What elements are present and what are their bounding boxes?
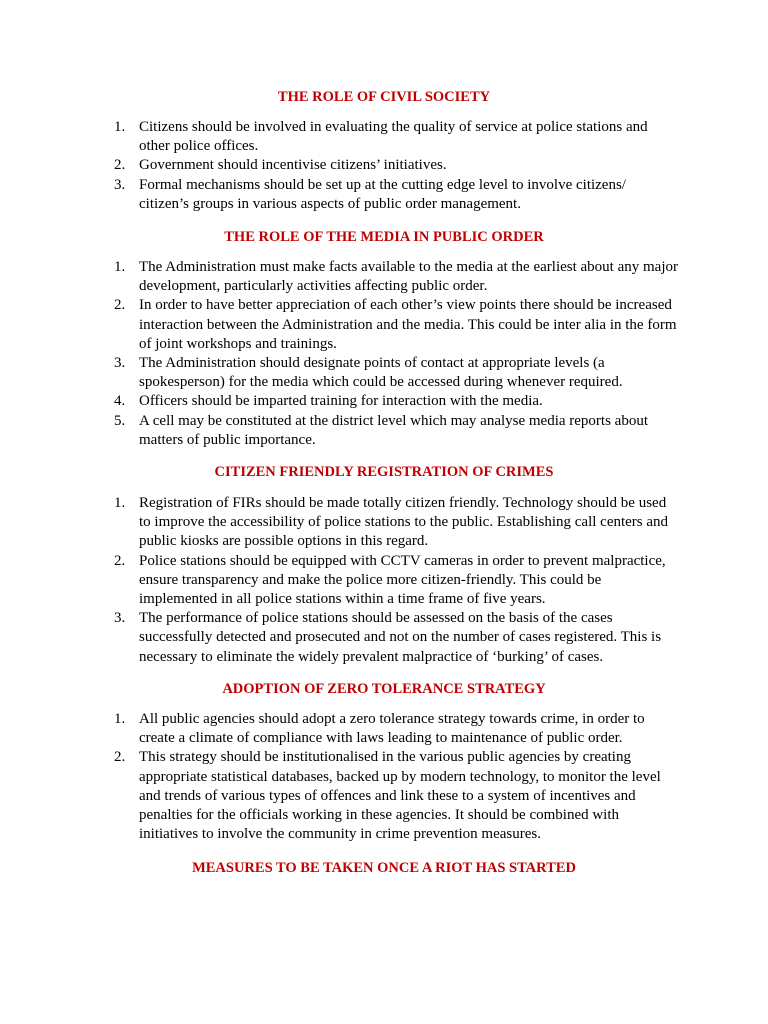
list-item-number: 5. xyxy=(114,412,126,429)
list-item-number: 1. xyxy=(114,119,126,135)
list-item-number: 1. xyxy=(114,711,126,727)
list-zero-tolerance xyxy=(0,710,679,844)
list-item xyxy=(0,609,679,667)
list-item xyxy=(0,354,679,392)
list-item-text: Government should incentivise citizens’ initiatives. xyxy=(139,157,447,174)
list-item-number: 2. xyxy=(114,749,126,766)
list-item-number: 4. xyxy=(114,393,126,410)
list-item-number: 1. xyxy=(114,495,126,511)
list-item-text: Officers should be imparted training for interaction with the media. xyxy=(139,393,543,410)
list-item-number: 2. xyxy=(114,157,126,174)
list-item-text: The performance of police stations should be assessed on the basis of the cases successfully detected and prosecuted and not on the number of cases registered. This is necessary to eliminate the widely prevalent malpractice of ‘burking’ of cases. xyxy=(139,610,662,665)
list-item xyxy=(0,392,679,411)
list-item-text: The Administration should designate points of contact at appropriate levels (a spokesperson) for the media which could be accessed during whenever required. xyxy=(139,355,623,391)
list-item-number: 1. xyxy=(114,259,126,275)
list-civil-society xyxy=(0,118,679,214)
list-item-text: This strategy should be institutionalised in the various public agencies by creating appropriate statistical databases, backed up by modern technology, to monitor the level and trends of various types of offences and link these to a system of incentives and penalties for the officials working in these agencies. It should be combined with initiatives to involve the community in crime prevention measures. xyxy=(139,749,661,843)
list-item-text: Registration of FIRs should be made totally citizen friendly. Technology should be used to improve the accessibility of police stations to the public. Establishing call centers and public kiosks are possible options in this regard. xyxy=(139,495,669,550)
list-item xyxy=(0,412,679,450)
list-item xyxy=(0,710,679,748)
list-item-text: Formal mechanisms should be set up at the cutting edge level to involve citizens/ citizen’s groups in various aspects of public order management. xyxy=(139,176,626,212)
section-heading-zero-tolerance: ADOPTION OF ZERO TOLERANCE STRATEGY xyxy=(222,681,546,697)
list-item-number: 3. xyxy=(114,610,126,627)
list-item-text: Citizens should be involved in evaluating the quality of service at police stations and other police offices. xyxy=(139,119,648,155)
list-item-text: Police stations should be equipped with CCTV cameras in order to prevent malpractice, ensure transparency and make the police more citizen-friendly. This could be implemented in all police stations within a time frame of five years. xyxy=(139,552,666,608)
list-item-number: 3. xyxy=(114,355,126,372)
list-item xyxy=(0,176,679,214)
list-item-number: 2. xyxy=(114,552,126,569)
list-item xyxy=(0,552,679,610)
list-item-text: A cell may be constituted at the district level which may analyse media reports about matters of public importance. xyxy=(139,412,649,448)
list-item xyxy=(0,258,679,296)
section-heading-media: THE ROLE OF THE MEDIA IN PUBLIC ORDER xyxy=(224,229,544,245)
section-heading-riot-measures: MEASURES TO BE TAKEN ONCE A RIOT HAS STARTED xyxy=(192,860,576,876)
section-heading-civil-society: THE ROLE OF CIVIL SOCIETY xyxy=(277,89,491,105)
list-item xyxy=(0,494,679,552)
list-item-number: 2. xyxy=(114,297,126,314)
list-item-text: All public agencies should adopt a zero tolerance strategy towards crime, in order to create a climate of compliance with laws leading to maintenance of public order. xyxy=(139,711,645,747)
list-media xyxy=(0,258,679,450)
list-item xyxy=(0,296,679,354)
list-item xyxy=(0,118,679,156)
list-registration xyxy=(0,494,679,667)
list-item-number: 3. xyxy=(114,176,126,193)
list-item xyxy=(0,156,679,175)
list-item-text: The Administration must make facts available to the media at the earliest about any major development, particularly activities affecting public order. xyxy=(139,259,678,295)
list-item xyxy=(0,748,679,844)
section-heading-registration: CITIZEN FRIENDLY REGISTRATION OF CRIMES xyxy=(214,464,554,480)
list-item-text: In order to have better appreciation of each other’s view points there should be increased interaction between the Administration and the media. This could be inter alia in the form of joint workshops and trainings. xyxy=(139,297,677,352)
